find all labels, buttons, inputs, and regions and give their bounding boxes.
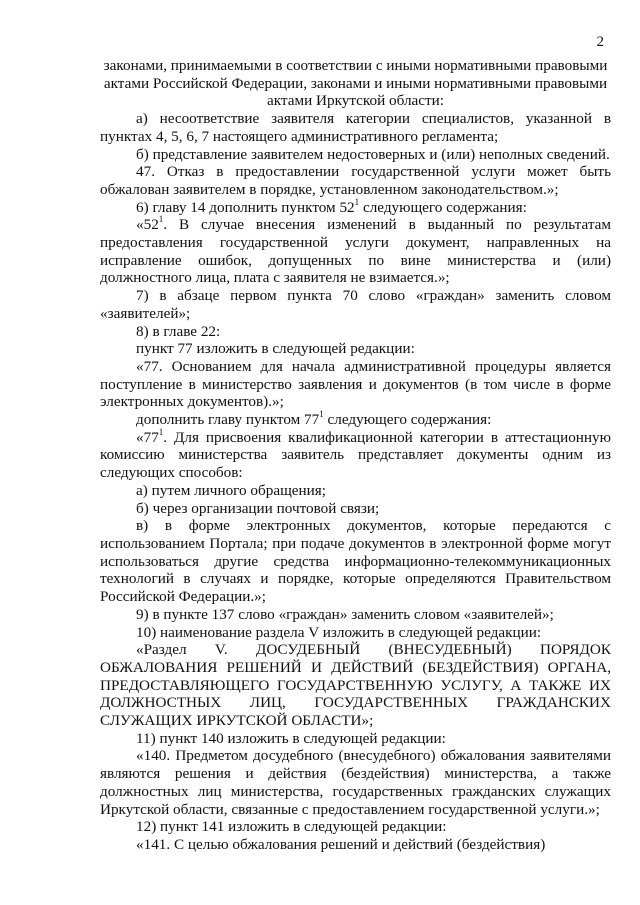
paragraph-item-a: а) несоответствие заявителя категории специалистов, указанной в пунктах 4, 5, 6, 7 настоящего административного регламента;	[100, 110, 611, 145]
paragraph-continuation: законами, принимаемыми в соответствии с иными нормативными правовыми актами Российской Федерации, законами и иными нормативными правовыми актами Иркутской области:	[103, 57, 608, 110]
paragraph-item-b: б) представление заявителем недостоверных и (или) неполных сведений.	[136, 145, 610, 163]
paragraph-amend-9: 9) в пункте 137 слово «граждан» заменить словом «заявителей»;	[136, 605, 554, 623]
paragraph-amend-6: 6) главу 14 дополнить пунктом $52^1$ следующего содержания:	[136, 196, 527, 216]
paragraph-47: 47. Отказ в предоставлении государственной услуги может быть обжалован заявителем в порядке, установленном законодательством.»;	[100, 163, 611, 198]
paragraph-77-1-intro: дополнить главу пунктом $77^1$ следующего содержания:	[136, 409, 492, 429]
paragraph-section-v-title: «Раздел V. ДОСУДЕБНЫЙ (ВНЕСУДЕБНЫЙ) ПОРЯДОК ОБЖАЛОВАНИЯ РЕШЕНИЙ И ДЕЙСТВИЙ (БЕЗДЕЙСТВИЯ) ОРГАНА, ПРЕДОСТАВЛЯЮЩЕГО ГОСУДАРСТВЕННУЮ УСЛУГУ, А ТАКЖЕ ИХ ДОЛЖНОСТНЫХ ЛИЦ, ГОСУДАРСТВЕННЫХ ГРАЖДАНСКИХ СЛУЖАЩИХ ИРКУТСКОЙ ОБЛАСТИ»;	[100, 641, 611, 730]
paragraph-amend-12: 12) пункт 141 изложить в следующей редакции:	[136, 818, 447, 836]
paragraph-77: «77. Основанием для начала административной процедуры является поступление в министерство заявления и документов (в том числе в форме электронных документов).»;	[100, 357, 611, 411]
paragraph-method-c: в) в форме электронных документов, которые передаются с использованием Портала; при подаче документов в электронной форме могут использоваться другие средства информационно-телекоммуникационных технологий в случаях и порядке, которые определяются Правительством Российской Федерации.»;	[100, 517, 611, 606]
paragraph-amend-11: 11) пункт 140 изложить в следующей редакции:	[136, 729, 446, 747]
paragraph-amend-7: 7) в абзаце первом пункта 70 слово «граждан» заменить словом «заявителей»;	[100, 287, 611, 322]
paragraph-140: «140. Предметом досудебного (внесудебного) обжалования заявителями являются решения и действия (бездействия) министерства, а также должностных лиц министерства, государственных гражданских служащих Иркутской области, связанные с предоставлением государственной услуги.»;	[100, 747, 611, 818]
paragraph-method-b: б) через организации почтовой связи;	[136, 499, 380, 517]
paragraph-point-77-intro: пункт 77 изложить в следующей редакции:	[136, 340, 415, 358]
paragraph-amend-10: 10) наименование раздела V изложить в следующей редакции:	[136, 623, 542, 641]
paragraph-52-1: «$52^1$. В случае внесения изменений в выданный по результатам предоставления государственной услуги документ, направленных на исправление ошибок, допущенных по вине министерства и (или) должностного лица, плата с заявителя не взимается.»;	[100, 214, 611, 287]
paragraph-77-1: «$77^1$. Для присвоения квалификационной категории в аттестационную комиссию министерства заявитель представляет документы одним из следующих способов:	[100, 426, 611, 482]
paragraph-amend-8: 8) в главе 22:	[136, 322, 221, 340]
paragraph-method-a: а) путем личного обращения;	[136, 481, 326, 499]
paragraph-141: «141. С целью обжалования решений и действий (бездействия)	[136, 835, 546, 853]
document-body	[100, 57, 611, 854]
page-number: 2	[596, 34, 604, 50]
